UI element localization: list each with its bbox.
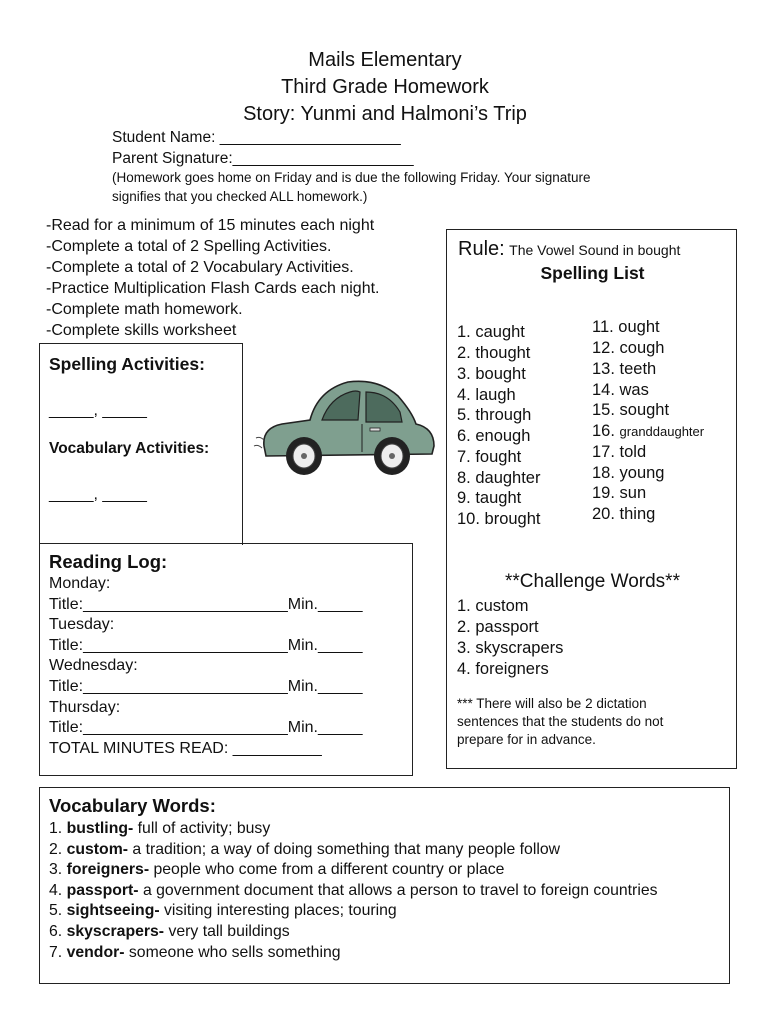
vocab-activities-blank[interactable]: _____, _____ bbox=[49, 486, 147, 503]
vocab-num: 1. bbox=[49, 820, 67, 837]
spelling-word: 2. thought bbox=[457, 344, 531, 362]
vocab-num: 4. bbox=[49, 881, 67, 899]
task-item: -Read for a minimum of 15 minutes each night bbox=[46, 217, 375, 234]
spelling-word: 19. sun bbox=[592, 484, 647, 502]
spelling-word: 3. bought bbox=[457, 365, 526, 383]
vocab-word: bustling- bbox=[66, 820, 134, 837]
spelling-word: 11. ought bbox=[592, 318, 660, 336]
vocab-item bbox=[49, 840, 689, 861]
spelling-word: 8. daughter bbox=[457, 469, 541, 487]
spelling-word: 10. brought bbox=[457, 510, 541, 528]
vocabulary-title: Vocabulary Words: bbox=[49, 795, 216, 816]
spelling-word-16: granddaughter bbox=[619, 424, 705, 439]
vocab-def: people who come from a different country or place bbox=[149, 861, 505, 879]
vocab-item bbox=[49, 819, 689, 840]
task-item: -Complete math homework. bbox=[46, 301, 243, 318]
rule-label: Rule: bbox=[458, 238, 505, 260]
spelling-rule bbox=[458, 238, 680, 261]
reading-log-box bbox=[39, 543, 413, 776]
task-item: -Complete a total of 2 Spelling Activities. bbox=[46, 238, 332, 255]
spelling-list-title: Spelling List bbox=[540, 263, 645, 283]
vocab-word: foreigners- bbox=[66, 861, 150, 879]
spelling-list-box bbox=[446, 229, 737, 769]
reading-log-lines bbox=[49, 574, 362, 759]
spelling-activities-blank[interactable]: _____, _____ bbox=[49, 402, 147, 419]
reading-log-day: Thursday: bbox=[49, 698, 121, 716]
spelling-number: 16. bbox=[592, 422, 615, 440]
vocab-activities-title: Vocabulary Activities: bbox=[49, 440, 210, 457]
vocab-word: sightseeing- bbox=[66, 902, 160, 920]
story-title: Story: Yunmi and Halmoni’s Trip bbox=[243, 103, 527, 125]
student-name-field[interactable]: Student Name: _____________________ bbox=[112, 129, 401, 146]
vocab-word: vendor- bbox=[66, 943, 125, 961]
task-item: -Complete a total of 2 Vocabulary Activities. bbox=[46, 259, 354, 276]
vocab-word: custom- bbox=[66, 840, 129, 858]
spelling-word: 14. was bbox=[592, 381, 649, 399]
spelling-word: 5. through bbox=[457, 406, 532, 424]
vocab-def: very tall buildings bbox=[164, 922, 290, 940]
vocab-num: 6. bbox=[49, 922, 67, 940]
vocabulary-list bbox=[49, 819, 689, 963]
reading-log-entry[interactable]: Title:_______________________Min._____ bbox=[49, 595, 363, 613]
vocabulary-box bbox=[39, 787, 730, 984]
vocab-word: passport- bbox=[66, 881, 139, 899]
spelling-activities-title: Spelling Activities: bbox=[49, 354, 205, 374]
vocab-item bbox=[49, 881, 689, 902]
spelling-word: 13. teeth bbox=[592, 360, 657, 378]
reading-log-entry[interactable]: Title:_______________________Min._____ bbox=[49, 636, 363, 654]
vocab-num: 2. bbox=[49, 840, 67, 858]
vocab-def: a tradition; a way of doing something that many people follow bbox=[128, 840, 561, 858]
vocab-item bbox=[49, 943, 689, 964]
vocab-item bbox=[49, 901, 689, 922]
vocab-num: 7. bbox=[49, 943, 67, 961]
car-icon bbox=[252, 368, 442, 480]
reading-log-total[interactable]: TOTAL MINUTES READ: __________ bbox=[49, 739, 322, 757]
reading-log-day: Wednesday: bbox=[49, 657, 138, 675]
vocab-word: skyscrapers- bbox=[66, 922, 165, 940]
spelling-word: 20. thing bbox=[592, 505, 656, 523]
reading-log-entry[interactable]: Title:_______________________Min._____ bbox=[49, 677, 363, 695]
dictation-line: *** There will also be 2 dictation bbox=[457, 696, 647, 711]
spelling-word: 7. fought bbox=[457, 448, 522, 466]
dictation-note bbox=[457, 695, 663, 749]
grade-title: Third Grade Homework bbox=[281, 76, 489, 98]
activities-box bbox=[39, 343, 243, 545]
vocab-def: full of activity; busy bbox=[133, 820, 271, 837]
rule-text: The Vowel Sound in bought bbox=[509, 242, 681, 258]
reading-log-day: Monday: bbox=[49, 575, 111, 592]
task-item: -Practice Multiplication Flash Cards each night. bbox=[46, 280, 380, 297]
spelling-word: 18. young bbox=[592, 464, 665, 482]
challenge-word: 3. skyscrapers bbox=[457, 639, 564, 657]
challenge-word: 4. foreigners bbox=[457, 660, 549, 678]
challenge-word: 2. passport bbox=[457, 618, 539, 636]
dictation-line: prepare for in advance. bbox=[457, 732, 596, 747]
vocab-num: 5. bbox=[49, 902, 67, 920]
spelling-word: 4. laugh bbox=[457, 386, 516, 404]
spelling-word: 17. told bbox=[592, 443, 647, 461]
vocab-def: a government document that allows a person to travel to foreign countries bbox=[138, 881, 658, 899]
challenge-word: 1. custom bbox=[457, 597, 529, 615]
reading-log-day: Tuesday: bbox=[49, 616, 115, 634]
vocab-item bbox=[49, 922, 689, 943]
reading-log-title: Reading Log: bbox=[49, 551, 168, 572]
vocab-def: visiting interesting places; touring bbox=[159, 902, 397, 920]
task-item: -Complete skills worksheet bbox=[46, 322, 237, 339]
spelling-word: 9. taught bbox=[457, 489, 522, 507]
vocab-item bbox=[49, 860, 689, 881]
spelling-word: 6. enough bbox=[457, 427, 531, 445]
challenge-title: **Challenge Words** bbox=[505, 571, 680, 592]
homework-note-line2: signifies that you checked ALL homework.) bbox=[112, 189, 368, 204]
vocab-num: 3. bbox=[49, 861, 67, 879]
dictation-line: sentences that the students do not bbox=[457, 714, 664, 729]
homework-note-line1: (Homework goes home on Friday and is due the following Friday. Your signature bbox=[112, 170, 591, 185]
spelling-word bbox=[592, 421, 704, 443]
reading-log-entry[interactable]: Title:_______________________Min._____ bbox=[49, 719, 363, 737]
spelling-word: 1. caught bbox=[457, 323, 525, 341]
spelling-word: 12. cough bbox=[592, 339, 665, 357]
spelling-word: 15. sought bbox=[592, 401, 670, 419]
parent-signature-field[interactable]: Parent Signature:_____________________ bbox=[112, 150, 414, 167]
school-name: Mails Elementary bbox=[308, 49, 462, 71]
vocab-def: someone who sells something bbox=[124, 943, 341, 961]
